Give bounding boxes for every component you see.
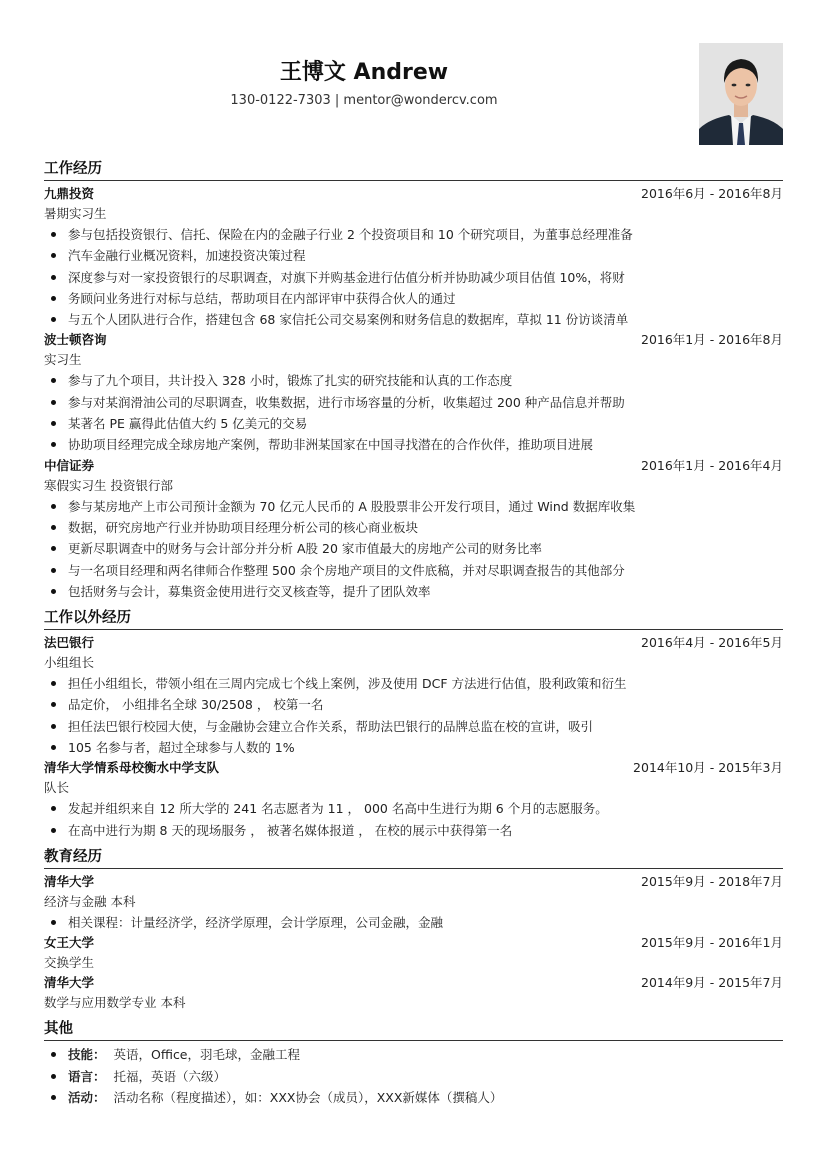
entry-role: 暑期实习生 <box>44 206 107 221</box>
bullet-text: 担任法巴银行校园大使，与金融协会建立合作关系，帮助法巴银行的品牌总监在校的宣讲，吸引 <box>68 718 594 734</box>
bullet-icon <box>51 400 56 405</box>
entry-date: 2015年9月 - 2018年7月 <box>641 873 783 889</box>
bullet-text: 汽车金融行业概况资料，加速投资决策过程 <box>68 248 306 264</box>
bullet-text: 品定价， 小组排名全球 30/2508 ， 校第一名 <box>68 697 324 713</box>
bullet-icon <box>51 504 56 509</box>
extra-section <box>44 608 783 841</box>
bullet-item <box>44 309 783 330</box>
bullet-icon <box>51 806 56 811</box>
bullet-item <box>44 434 783 455</box>
item-label: 技能： <box>68 1047 106 1063</box>
entry-date: 2015年9月 - 2016年1月 <box>641 935 783 951</box>
entry-role: 小组组长 <box>44 655 95 671</box>
bullet-item <box>44 517 783 538</box>
item-label: 活动： <box>68 1089 106 1105</box>
entry-role: 队长 <box>44 780 70 796</box>
entry-role: 数学与应用数学专业 本科 <box>44 995 186 1011</box>
portrait-image <box>699 43 783 145</box>
bullet-icon <box>51 525 56 530</box>
bullet-icon <box>51 442 56 447</box>
bullet-item <box>44 267 783 288</box>
bullet-icon <box>51 275 56 280</box>
bullet-text: 某著名 PE 赢得此估值大约 5 亿美元的交易 <box>68 416 308 432</box>
section-title: 工作经历 <box>44 159 783 181</box>
bullet-item <box>44 798 783 819</box>
bullet-item <box>44 224 783 245</box>
entry-org: 清华大学 <box>44 975 95 991</box>
entry-date: 2016年6月 - 2016年8月 <box>641 186 783 201</box>
bullet-icon <box>51 589 56 594</box>
bullet-item <box>44 581 783 602</box>
bullet-list <box>44 370 783 455</box>
entry-org: 波士顿咨询 <box>44 332 107 348</box>
bullet-item <box>44 538 783 559</box>
entry-org: 九鼎投资 <box>44 186 95 201</box>
bullet-item <box>44 288 783 309</box>
bullet-text: 与一名项目经理和两名律师合作整理 500 余个房地产项目的文件底稿，并对尽职调查报告的其他部分 <box>68 562 625 578</box>
bullet-icon <box>51 1095 56 1100</box>
education-section <box>44 847 783 1013</box>
work-entry <box>44 456 783 602</box>
bullet-icon <box>51 296 56 301</box>
entry-org: 法巴银行 <box>44 635 95 651</box>
bullet-icon <box>51 724 56 729</box>
bullet-list <box>44 496 783 602</box>
bullet-icon <box>51 1052 56 1057</box>
bullet-text: 参与包括投资银行、信托、保险在内的金融子行业 2 个投资项目和 10 个研究项目，为董事总经理准备 <box>68 227 633 242</box>
entry-header <box>44 933 783 953</box>
item-text: 托福，英语（六级） <box>113 1068 227 1084</box>
bullet-text: 数据，研究房地产行业并协助项目经理分析公司的核心商业板块 <box>68 519 419 535</box>
work-entry <box>44 184 783 330</box>
entry-date: 2014年10月 - 2015年3月 <box>633 760 783 776</box>
bullet-text: 参与某房地产上市公司预计金额为 70 亿元人民币的 A 股股票非公开发行项目，通过 Wind 数据库收集 <box>68 498 636 514</box>
bullet-icon <box>51 232 56 237</box>
entry-date: 2016年4月 - 2016年5月 <box>641 635 783 651</box>
profile-photo <box>699 43 783 145</box>
bullet-icon <box>51 568 56 573</box>
bullet-list <box>44 1044 783 1108</box>
bullet-text: 参与了九个项目，共计投入 328 小时，锻炼了扎实的研究技能和认真的工作态度 <box>68 373 513 389</box>
bullet-icon <box>51 920 56 925</box>
bullet-item <box>44 245 783 266</box>
entry-role: 寒假实习生 投资银行部 <box>44 477 173 493</box>
entry-date: 2016年1月 - 2016年4月 <box>641 457 783 473</box>
bullet-text: 发起并组织来自 12 所大学的 241 名志愿者为 11 ， 000 名高中生进行为期 6 个月的志愿服务。 <box>68 801 608 817</box>
entry-header <box>44 633 783 653</box>
entry-org: 中信证券 <box>44 457 95 473</box>
resume-content <box>44 153 783 1108</box>
bullet-text: 担任小组组长，带领小组在三周内完成七个线上案例，涉及使用 DCF 方法进行估值，股利政策和衍生 <box>68 676 627 692</box>
bullet-list <box>44 224 783 330</box>
extra-entry <box>44 758 783 841</box>
entry-header <box>44 184 783 204</box>
bullet-item <box>44 673 783 694</box>
bullet-list <box>44 798 783 841</box>
bullet-item <box>44 392 783 413</box>
bullet-text: 与五个人团队进行合作，搭建包含 68 家信托公司交易案例和财务信息的数据库，草拟 11 份访谈清单 <box>68 312 629 328</box>
bullet-icon <box>51 421 56 426</box>
item-text: 英语，Office，羽毛球，金融工程 <box>113 1047 301 1063</box>
entry-header <box>44 330 783 350</box>
bullet-icon <box>51 546 56 551</box>
bullet-text: 深度参与对一家投资银行的尽职调查，对旗下并购基金进行估值分析并协助减少项目估值 10%，将财 <box>68 269 625 285</box>
entry-role: 交换学生 <box>44 955 95 971</box>
entry-date: 2016年1月 - 2016年8月 <box>641 332 783 348</box>
work-entry <box>44 330 783 455</box>
contact-info: 130-0122-7303 | mentor@wondercv.com <box>230 93 498 108</box>
section-title: 工作以外经历 <box>44 608 783 630</box>
extra-entry <box>44 633 783 758</box>
entry-org: 女王大学 <box>44 935 95 951</box>
bullet-item <box>44 1044 783 1065</box>
candidate-name: 王博文 Andrew <box>279 60 449 85</box>
bullet-item <box>44 413 783 434</box>
section-title: 教育经历 <box>44 847 783 869</box>
bullet-item <box>44 694 783 715</box>
bullet-text: 105 名参与者，超过全球参与人数的 1% <box>68 740 295 756</box>
entry-role: 经济与金融 本科 <box>44 893 136 909</box>
bullet-icon <box>51 681 56 686</box>
entry-org: 清华大学 <box>44 873 95 889</box>
other-section <box>44 1019 783 1108</box>
entry-role: 实习生 <box>44 352 82 368</box>
bullet-text: 更新尽职调查中的财务与会计部分并分析 A股 20 家市值最大的房地产公司的财务比率 <box>68 541 542 557</box>
entry-header <box>44 456 783 476</box>
entry-header <box>44 758 783 778</box>
bullet-icon <box>51 253 56 258</box>
work-section <box>44 159 783 602</box>
bullet-text: 参与对某润滑油公司的尽职调查，收集数据，进行市场容量的分析，收集超过 200 种产品信息并帮助 <box>68 394 625 410</box>
bullet-item <box>44 496 783 517</box>
bullet-item <box>44 370 783 391</box>
bullet-icon <box>51 828 56 833</box>
bullet-item <box>44 716 783 737</box>
bullet-text: 协助项目经理完成全球房地产案例，帮助非洲某国家在中国寻找潜在的合作伙伴，推助项目进展 <box>68 437 594 453</box>
bullet-icon <box>51 378 56 383</box>
resume-header <box>44 58 684 110</box>
section-title: 其他 <box>44 1019 783 1041</box>
entry-date: 2014年9月 - 2015年7月 <box>641 975 783 991</box>
entry-org: 清华大学情系母校衡水中学支队 <box>44 760 220 776</box>
bullet-icon <box>51 702 56 707</box>
education-entry <box>44 973 783 1013</box>
bullet-icon <box>51 317 56 322</box>
bullet-icon <box>51 1074 56 1079</box>
bullet-icon <box>51 745 56 750</box>
bullet-list <box>44 912 783 933</box>
item-label: 语言： <box>68 1068 106 1084</box>
education-entry <box>44 933 783 973</box>
item-text: 活动名称（程度描述），如：XXX协会（成员），XXX新媒体（撰稿人） <box>113 1089 503 1105</box>
bullet-item <box>44 1066 783 1087</box>
bullet-list <box>44 673 783 758</box>
bullet-item <box>44 912 783 933</box>
bullet-item <box>44 820 783 841</box>
education-entry <box>44 872 783 933</box>
bullet-item <box>44 1087 783 1108</box>
entry-header <box>44 973 783 993</box>
entry-header <box>44 872 783 892</box>
bullet-text: 务顾问业务进行对标与总结，帮助项目在内部评审中获得合伙人的通过 <box>68 290 456 306</box>
bullet-text: 相关课程：计量经济学，经济学原理，会计学原理，公司金融，金融 <box>68 914 444 930</box>
bullet-text: 在高中进行为期 8 天的现场服务 ， 被著名媒体报道 ， 在校的展示中获得第一名 <box>68 822 513 838</box>
bullet-item <box>44 560 783 581</box>
bullet-item <box>44 737 783 758</box>
bullet-text: 包括财务与会计，募集资金使用进行交叉核查等，提升了团队效率 <box>68 583 431 599</box>
